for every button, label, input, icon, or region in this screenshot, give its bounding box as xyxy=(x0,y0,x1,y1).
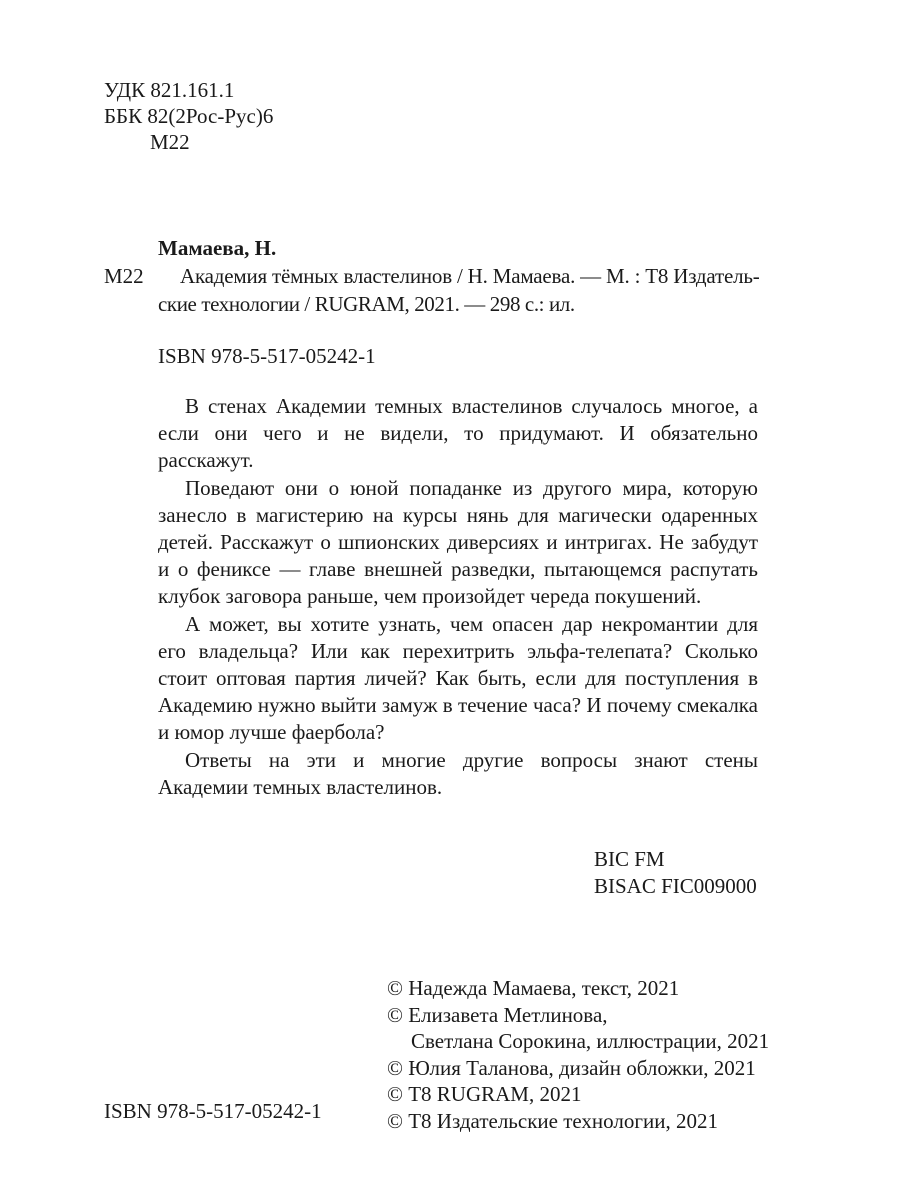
author-name: Мамаева, Н. xyxy=(158,236,277,260)
annotation-paragraph: А может, вы хотите узнать, чем опасен дар некромантии для его владельца? Или как перехитрить эльфа-телепата? Сколько стоит оптовая партия личей? Как быть, если для поступления в Академию нужно выйти замуж в течение часа? И почему смекалка и юмор лучше фаербола? xyxy=(158,611,758,745)
annotation-paragraph: Поведают они о юной попаданке из другого мира, которую занесло в магистерию на курсы нянь для магически одаренных детей. Расскажут о шпионских диверсиях и интригах. Не забудут и о фениксе — главе внешней разведки, пытающемся распутать клубок заговора раньше, чем произойдет череда покушений. xyxy=(158,475,758,609)
bic-code: BIC FM xyxy=(594,847,665,871)
copyright-rugram: © Т8 RUGRAM, 2021 xyxy=(387,1082,582,1106)
isbn-entry: ISBN 978-5-517-05242-1 xyxy=(158,344,376,368)
isbn-footer: ISBN 978-5-517-05242-1 xyxy=(104,1099,322,1123)
annotation-paragraph: В стенах Академии темных властелинов случалось многое, а если они чего и не видели, то придумают. И обязательно расскажут. xyxy=(158,394,758,473)
copyright-illustrators: © Елизавета Метлинова, xyxy=(387,1002,608,1027)
bisac-code: BISAC FIC009000 xyxy=(594,874,757,898)
copyright-block xyxy=(387,975,769,1134)
copyright-text-author: © Надежда Мамаева, текст, 2021 xyxy=(387,976,680,1000)
annotation xyxy=(158,393,758,801)
author-mark-top: М22 xyxy=(150,130,190,154)
bibliographic-line-1: Академия тёмных властелинов / Н. Мамаева. — М. : Т8 Издатель- xyxy=(180,264,760,288)
annotation-paragraph: Ответы на эти и многие другие вопросы знают стены Академии темных властелинов. xyxy=(158,747,758,799)
copyright-illustrators-cont: Светлана Сорокина, иллюстрации, 2021 xyxy=(411,1029,770,1053)
author-mark-entry: М22 xyxy=(104,264,144,288)
copyright-cover: © Юлия Таланова, дизайн обложки, 2021 xyxy=(387,1055,756,1080)
copyright-publisher: © Т8 Издательские технологии, 2021 xyxy=(387,1108,718,1133)
udk-code: УДК 821.161.1 xyxy=(104,78,235,102)
bibliographic-line-2: ские технологии / RUGRAM, 2021. — 298 с.: ил. xyxy=(158,292,575,316)
bbk-code: ББК 82(2Рос-Рус)6 xyxy=(104,104,274,128)
